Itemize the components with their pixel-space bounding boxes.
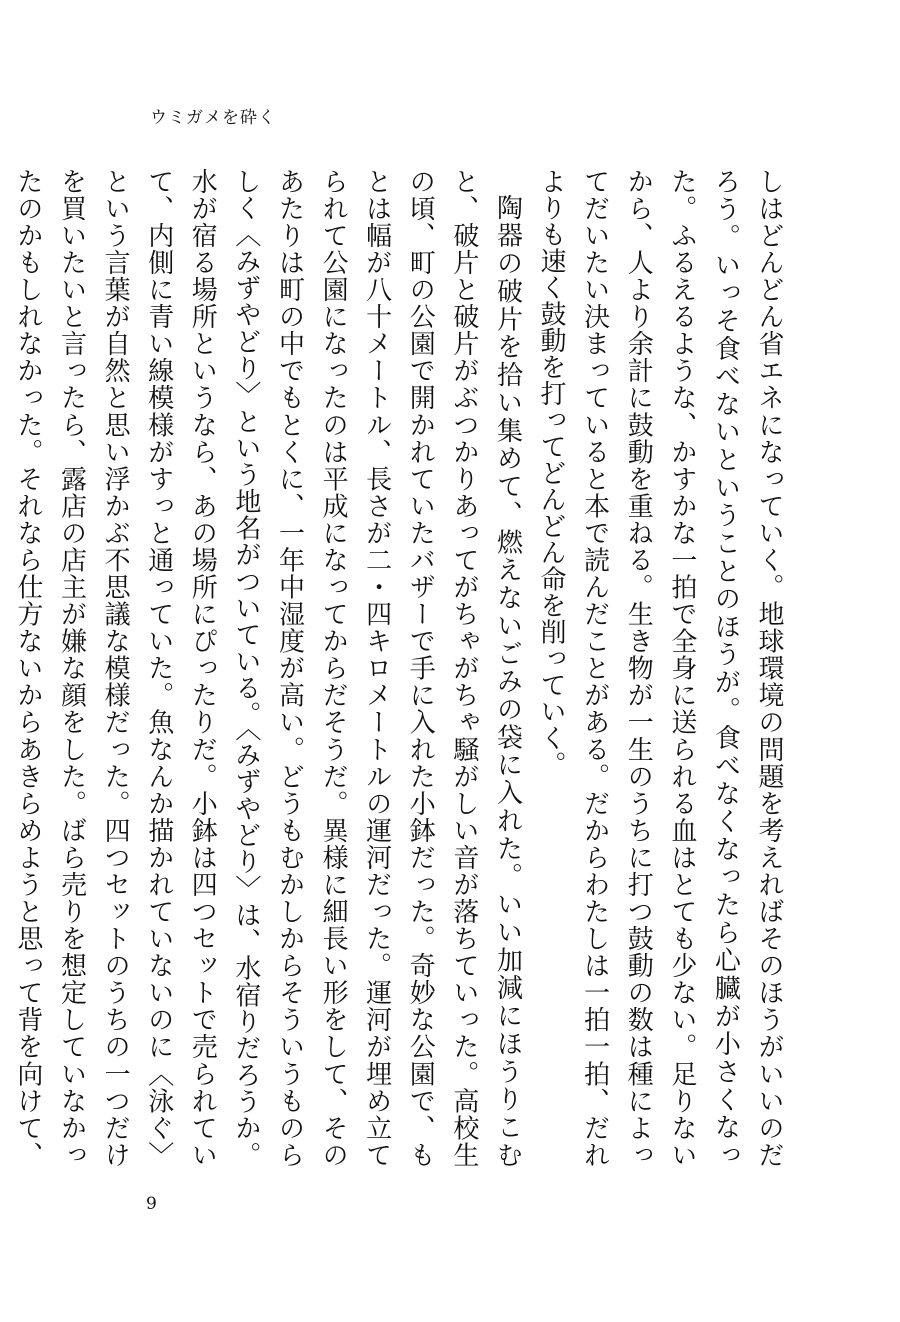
paragraph: しはどんどん省エネになっていく。地球環境の問題を考えればそのほうがいいのだろう。いっそ食べないということのほうが。食べなくなったら心臓が小さくなった。ふるえるような、かすかな一拍で全身に送られる血はとても少ない。足りないから、人より余計に鼓動を重ねる。生き物が一生のうちに打つ鼓動の数は種によってだいたい決まっていると本で読んだことがある。だからわたしは一拍一拍、だれよりも速く鼓動を打ってどんどん命を削っていく。 bbox=[536, 168, 784, 1168]
running-header: ウミガメを砕く bbox=[150, 108, 276, 128]
page-number: 9 bbox=[146, 1194, 157, 1214]
paragraph: 陶器の破片を拾い集めて、燃えないごみの袋に入れた。いい加減にほうりこむと、破片と破片がぶつかりあってがちゃがちゃ騒がしい音が落ちていった。高校生の頃、町の公園で開かれていたバザーで手に入れた小鉢だった。奇妙な公園で、もとは幅が八十メートル、長さが二・四キロメートルの運河だった。運河が埋め立てられて公園になったのは平成になってからだそうだ。異様に細長い形をして、そのあたりは町の中でもとくに、一年中湿度が高い。どうもむかしからそういうものらしく〈みずやどり〉という地名がついている。〈みずやどり〉は、水宿りだろうか。水が宿る場所というなら、あの場所にぴったりだ。小鉢は四つセットで売られていて、内側に青い線模様がすっと通っていた。魚なんか描かれていないのに〈泳ぐ〉という言葉が自然と思い浮かぶ不思議な模様だった。四つセットのうちの一つだけを買いたいと言ったら、露店の店主が嫌な顔をした。ばら売りを想定していなかったのかもしれなかった。それなら仕方ないからあきらめようと思って背を向けて、 bbox=[12, 168, 523, 1169]
body-text bbox=[12, 168, 790, 1169]
